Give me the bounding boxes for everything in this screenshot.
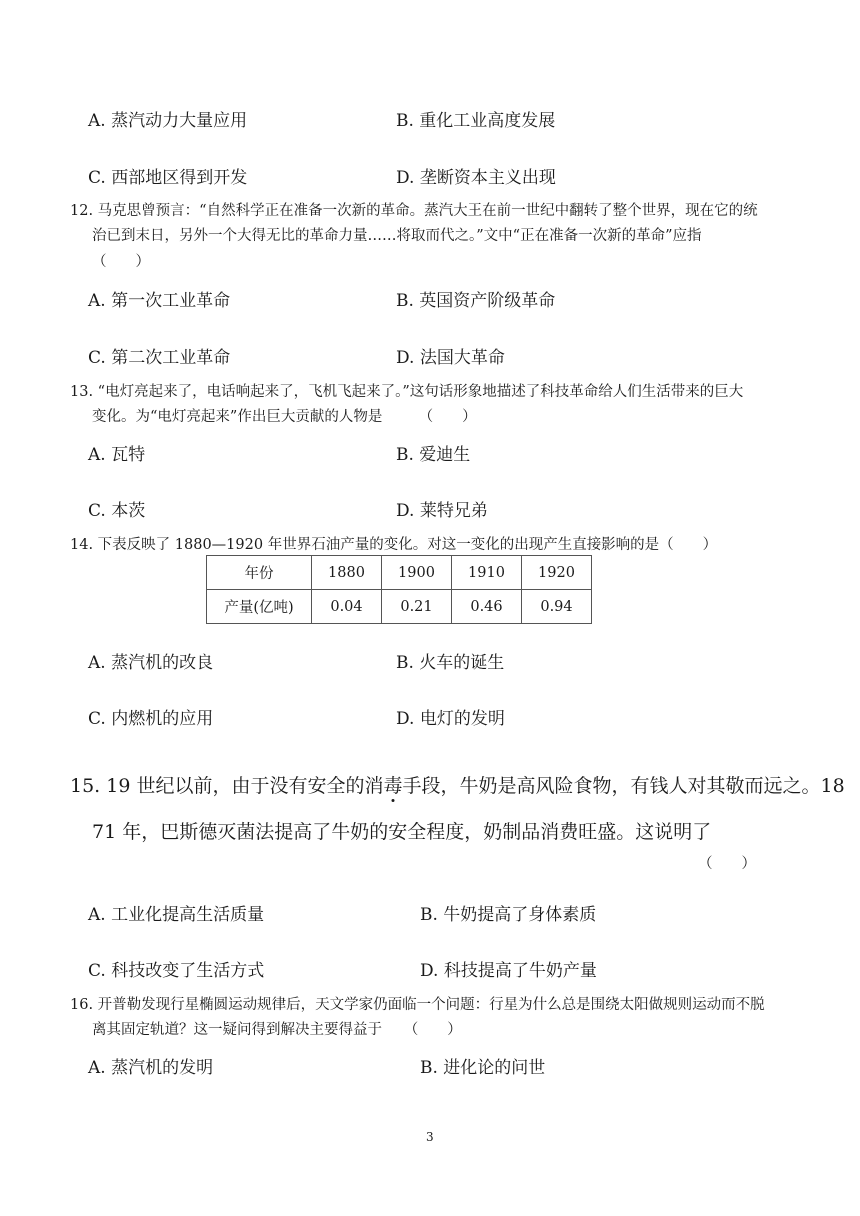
q12-option-c: C. 第二次工业革命 [88,348,231,368]
q12-stem-line2: 治已到末日，另外一个大得无比的革命力量……将取而代之。”文中“正在准备一次新的革命”应指 [92,228,702,244]
table-cell: 0.94 [522,590,592,624]
q13-stem-line1: 13. “电灯亮起来了，电话响起来了，飞机飞起来了。”这句话形象地描述了科技革命给人们生活带来的巨大 [70,384,744,400]
table-cell: 产量(亿吨) [207,590,312,624]
q15-option-d: D. 科技提高了牛奶产量 [420,961,597,981]
q15-text-post: 手段，牛奶是高风险食物，有钱人对其敬而远之。18 [402,775,845,797]
table-cell: 0.21 [382,590,452,624]
q14-option-d: D. 电灯的发明 [396,709,505,729]
q12-option-a: A. 第一次工业革命 [88,291,231,311]
q16-stem-line1: 16. 开普勒发现行星椭圆运动规律后，天文学家仍面临一个问题：行星为什么总是围绕太阳做规则运动而不脱 [70,997,765,1013]
q15-option-a: A. 工业化提高生活质量 [88,905,265,925]
q13-stem-line2: 变化。为“电灯亮起来”作出巨大贡献的人物是 （ ） [92,409,477,425]
table-header-row [207,556,592,590]
table-row [207,590,592,624]
q13-option-a: A. 瓦特 [88,445,146,465]
q14-stem: 14. 下表反映了 1880—1920 年世界石油产量的变化。对这一变化的出现产生直接影响的是（ ） [70,537,718,553]
q15-text-pre: 15. 19 世纪以前，由于没有安全的消 [70,775,384,797]
q12-answer-blank: （ ） [92,254,150,270]
q15-stem-line1 [70,771,845,798]
q11-option-d: D. 垄断资本主义出现 [396,168,556,188]
q12-stem-line1: 12. 马克思曾预言：“自然科学正在准备一次新的革命。蒸汽大王在前一世纪中翻转了整个世界，现在它的统 [70,203,758,219]
q16-option-b: B. 进化论的问世 [420,1058,546,1078]
table-cell: 0.04 [312,590,382,624]
q14-option-a: A. 蒸汽机的改良 [88,653,214,673]
q16-stem-line2: 离其固定轨道？这一疑问得到解决主要得益于 （ ） [92,1022,462,1038]
table-cell: 年份 [207,556,312,590]
q15-answer-blank: （ ） [698,856,756,872]
q14-option-c: C. 内燃机的应用 [88,709,214,729]
q16-option-a: A. 蒸汽机的发明 [88,1058,214,1078]
table-cell: 1880 [312,556,382,590]
q11-option-c: C. 西部地区得到开发 [88,168,248,188]
q11-option-a: A. 蒸汽动力大量应用 [88,111,248,131]
q15-stem-line2: 71 年，巴斯德灭菌法提高了牛奶的安全程度，奶制品消费旺盛。这说明了 [92,821,712,843]
table-cell: 0.46 [452,590,522,624]
q13-option-d: D. 莱特兄弟 [396,501,488,521]
q15-option-b: B. 牛奶提高了身体素质 [420,905,597,925]
table-cell: 1910 [452,556,522,590]
oil-production-table [206,555,592,624]
table-cell: 1920 [522,556,592,590]
table-cell: 1900 [382,556,452,590]
q12-option-b: B. 英国资产阶级革命 [396,291,556,311]
q12-option-d: D. 法国大革命 [396,348,505,368]
page-number: 3 [426,1130,434,1144]
q15-option-c: C. 科技改变了生活方式 [88,961,265,981]
q15-emphasis-char: 毒 [383,775,403,797]
q14-option-b: B. 火车的诞生 [396,653,505,673]
q11-option-b: B. 重化工业高度发展 [396,111,556,131]
q13-option-b: B. 爱迪生 [396,445,471,465]
q13-option-c: C. 本茨 [88,501,146,521]
